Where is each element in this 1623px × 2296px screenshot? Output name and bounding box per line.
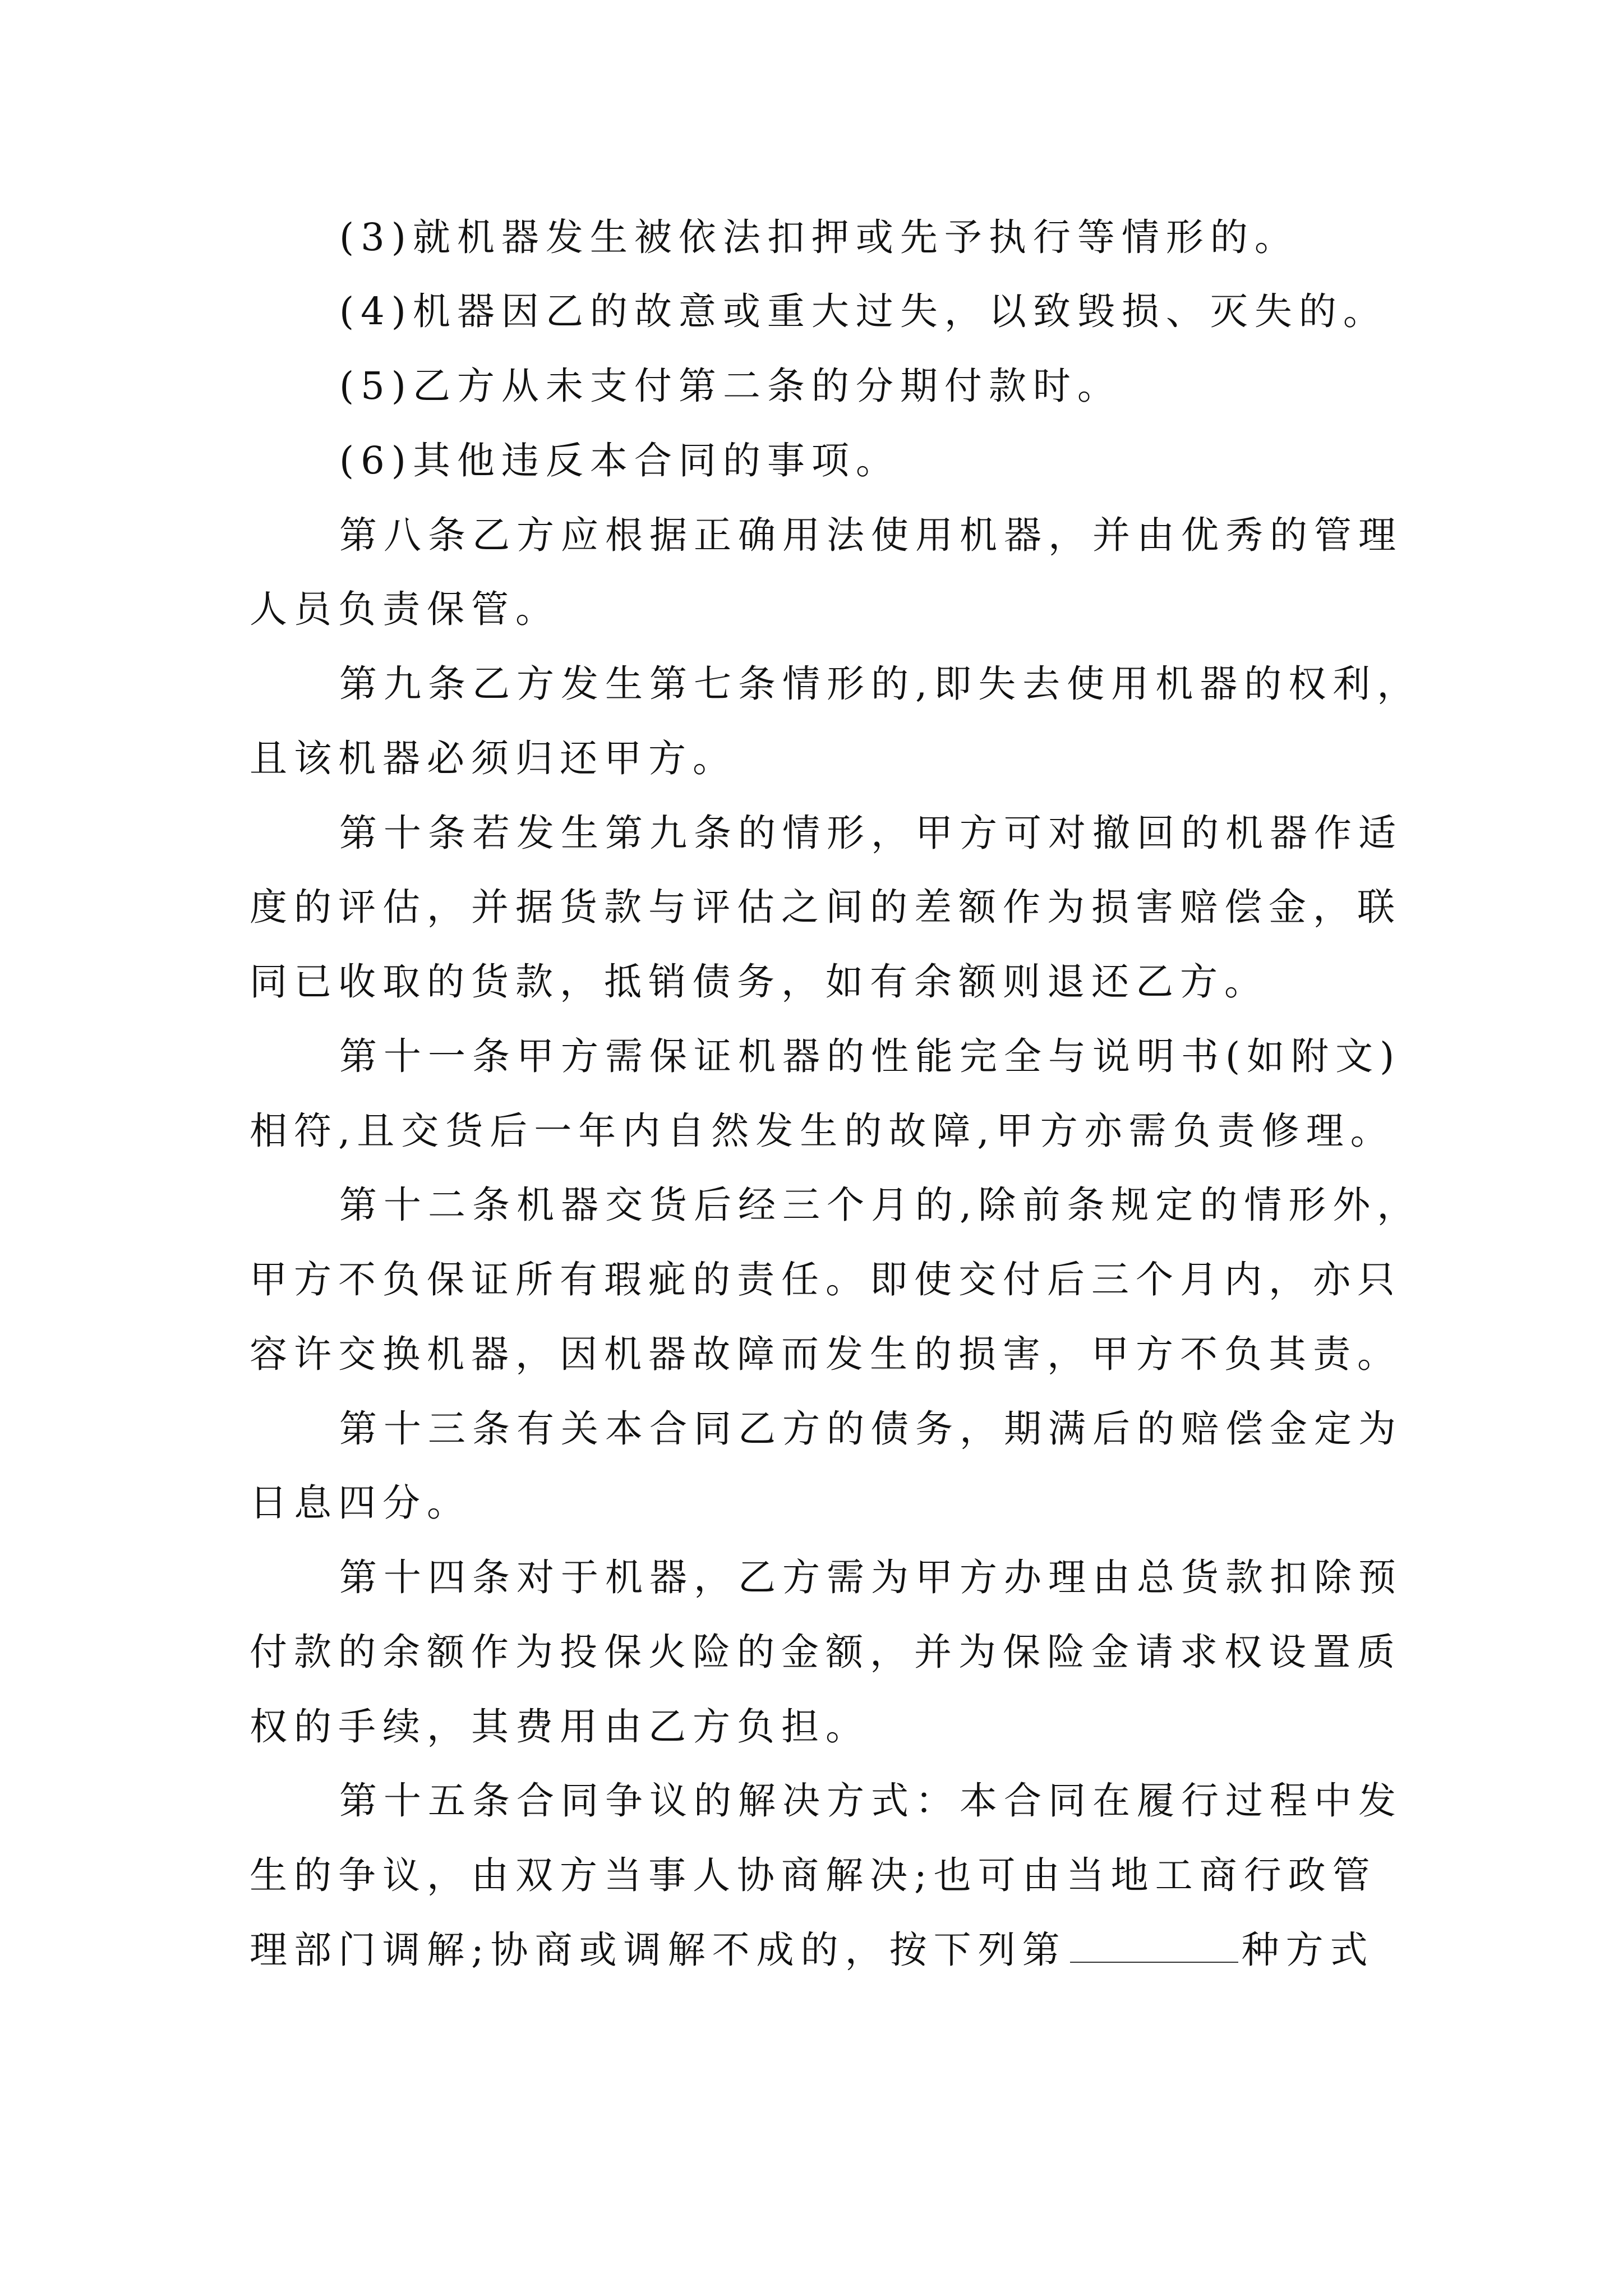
text-line: 第八条乙方应根据正确用法使用机器，并由优秀的管理 (339, 513, 1403, 557)
text-line: 第十三条有关本合同乙方的债务，期满后的赔偿金定为 (339, 1407, 1403, 1451)
text-line: 第十条若发生第九条的情形，甲方可对撤回的机器作适 (339, 811, 1403, 855)
text-line: 第十二条机器交货后经三个月的,除前条规定的情形外， (339, 1183, 1422, 1227)
text-line: 且该机器必须归还甲方。 (250, 737, 737, 780)
text-line: 第十一条甲方需保证机器的性能完全与说明书(如附文) (339, 1034, 1401, 1078)
text-line: 付款的余额作为投保火险的金额，并为保险金请求权设置质 (250, 1630, 1401, 1674)
text-line: 同已收取的货款，抵销债务，如有余额则退还乙方。 (250, 960, 1269, 1004)
text-line: 第十五条合同争议的解决方式：本合同在履行过程中发 (339, 1779, 1403, 1823)
text-line: (5)乙方从未支付第二条的分期付款时。 (339, 364, 1122, 408)
text-line: 权的手续，其费用由乙方负担。 (250, 1705, 870, 1749)
text-line: (6)其他违反本合同的事项。 (339, 439, 900, 482)
fill-in-blank[interactable] (1070, 1928, 1238, 1963)
text-before-blank: 理部门调解;协商或调解不成的，按下列第 (250, 1928, 1067, 1972)
text-line: (4)机器因乙的故意或重大过失，以致毁损、灭失的。 (339, 289, 1387, 333)
text-after-blank: 种方式 (1241, 1928, 1375, 1972)
text-line: 容许交换机器，因机器故障而发生的损害，甲方不负其责。 (250, 1332, 1401, 1376)
text-line: 生的争议，由双方当事人协商解决;也可由当地工商行政管 (250, 1853, 1377, 1897)
text-line: 人员负责保管。 (250, 587, 560, 631)
text-line: 第十四条对于机器，乙方需为甲方办理由总货款扣除预 (339, 1556, 1403, 1599)
text-line: 日息四分。 (250, 1481, 471, 1525)
text-line: 度的评估，并据货款与评估之间的差额作为损害赔偿金，联 (250, 885, 1401, 929)
text-line-with-blank (250, 1925, 1375, 1975)
text-line: 相符,且交货后一年内自然发生的故障,甲方亦需负责修理。 (250, 1109, 1395, 1153)
text-line: (3)就机器发生被依法扣押或先予执行等情形的。 (339, 215, 1299, 259)
text-line: 甲方不负保证所有瑕疵的责任。即使交付后三个月内，亦只 (250, 1258, 1401, 1301)
text-line: 第九条乙方发生第七条情形的,即失去使用机器的权利， (339, 662, 1422, 706)
